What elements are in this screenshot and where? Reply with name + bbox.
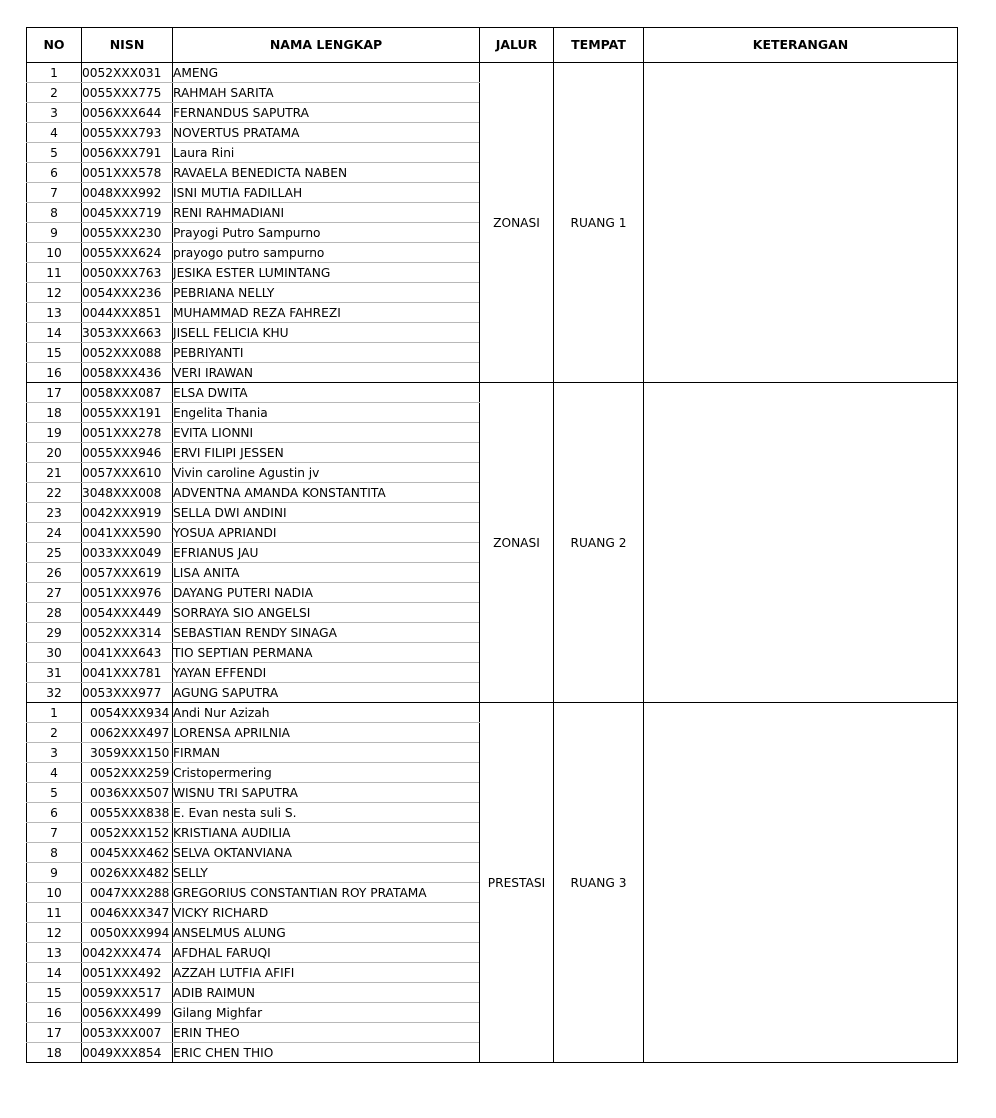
row-nisn: 0055XXX191 xyxy=(82,403,173,423)
row-number: 5 xyxy=(27,783,82,803)
row-nisn: 0057XXX610 xyxy=(82,463,173,483)
header-nisn: NISN xyxy=(82,28,173,63)
row-nama: JISELL FELICIA KHU xyxy=(173,323,480,343)
row-nama: VERI IRAWAN xyxy=(173,363,480,383)
row-nama: LORENSA APRILNIA xyxy=(173,723,480,743)
header-nama: NAMA LENGKAP xyxy=(173,28,480,63)
row-number: 1 xyxy=(27,63,82,83)
row-number: 5 xyxy=(27,143,82,163)
row-number: 22 xyxy=(27,483,82,503)
row-nisn: 0050XXX994 xyxy=(82,923,173,943)
row-nama: FERNANDUS SAPUTRA xyxy=(173,103,480,123)
row-number: 16 xyxy=(27,363,82,383)
row-nisn: 3053XXX663 xyxy=(82,323,173,343)
row-nisn: 0042XXX919 xyxy=(82,503,173,523)
row-nisn: 0054XXX449 xyxy=(82,603,173,623)
row-number: 4 xyxy=(27,123,82,143)
row-nama: AGUNG SAPUTRA xyxy=(173,683,480,703)
row-nisn: 0051XXX976 xyxy=(82,583,173,603)
row-nama: ERIN THEO xyxy=(173,1023,480,1043)
row-nama: YAYAN EFFENDI xyxy=(173,663,480,683)
row-nisn: 0047XXX288 xyxy=(82,883,173,903)
row-number: 17 xyxy=(27,1023,82,1043)
header-jalur: JALUR xyxy=(480,28,554,63)
group-tempat: RUANG 3 xyxy=(554,703,644,1063)
row-number: 7 xyxy=(27,823,82,843)
row-number: 18 xyxy=(27,1043,82,1063)
row-nama: SELVA OKTANVIANA xyxy=(173,843,480,863)
row-nisn: 0055XXX838 xyxy=(82,803,173,823)
row-nama: Prayogi Putro Sampurno xyxy=(173,223,480,243)
row-nisn: 0041XXX590 xyxy=(82,523,173,543)
row-number: 27 xyxy=(27,583,82,603)
row-nisn: 0056XXX644 xyxy=(82,103,173,123)
row-nama: RENI RAHMADIANI xyxy=(173,203,480,223)
row-number: 4 xyxy=(27,763,82,783)
row-nama: DAYANG PUTERI NADIA xyxy=(173,583,480,603)
row-nama: Andi Nur Azizah xyxy=(173,703,480,723)
group-keterangan xyxy=(644,63,958,383)
row-nama: E. Evan nesta suli S. xyxy=(173,803,480,823)
row-nama: ADIB RAIMUN xyxy=(173,983,480,1003)
row-number: 20 xyxy=(27,443,82,463)
row-nisn: 0062XXX497 xyxy=(82,723,173,743)
row-number: 2 xyxy=(27,723,82,743)
row-nama: LISA ANITA xyxy=(173,563,480,583)
row-nisn: 3048XXX008 xyxy=(82,483,173,503)
student-room-table xyxy=(26,27,958,1063)
row-nisn: 0052XXX152 xyxy=(82,823,173,843)
row-number: 17 xyxy=(27,383,82,403)
row-number: 1 xyxy=(27,703,82,723)
row-nisn: 0054XXX236 xyxy=(82,283,173,303)
row-nama: SEBASTIAN RENDY SINAGA xyxy=(173,623,480,643)
row-nama: AZZAH LUTFIA AFIFI xyxy=(173,963,480,983)
group-jalur: PRESTASI xyxy=(480,703,554,1063)
row-nama: JESIKA ESTER LUMINTANG xyxy=(173,263,480,283)
row-number: 10 xyxy=(27,883,82,903)
row-nama: Cristopermering xyxy=(173,763,480,783)
row-nama: SORRAYA SIO ANGELSI xyxy=(173,603,480,623)
row-nama: RAHMAH SARITA xyxy=(173,83,480,103)
row-nisn: 0041XXX643 xyxy=(82,643,173,663)
row-nama: ANSELMUS ALUNG xyxy=(173,923,480,943)
row-number: 14 xyxy=(27,323,82,343)
row-nisn: 0058XXX436 xyxy=(82,363,173,383)
row-nama: Gilang Mighfar xyxy=(173,1003,480,1023)
row-nama: ADVENTNA AMANDA KONSTANTITA xyxy=(173,483,480,503)
row-nisn: 0053XXX977 xyxy=(82,683,173,703)
row-nama: YOSUA APRIANDI xyxy=(173,523,480,543)
row-number: 32 xyxy=(27,683,82,703)
row-nisn: 0056XXX499 xyxy=(82,1003,173,1023)
row-number: 15 xyxy=(27,343,82,363)
row-number: 10 xyxy=(27,243,82,263)
header-no: NO xyxy=(27,28,82,63)
group-tempat: RUANG 1 xyxy=(554,63,644,383)
row-nisn: 0055XXX624 xyxy=(82,243,173,263)
row-nisn: 0051XXX578 xyxy=(82,163,173,183)
row-nama: ERIC CHEN THIO xyxy=(173,1043,480,1063)
row-nama: PEBRIYANTI xyxy=(173,343,480,363)
row-nisn: 0036XXX507 xyxy=(82,783,173,803)
row-nama: Laura Rini xyxy=(173,143,480,163)
group-jalur: ZONASI xyxy=(480,63,554,383)
row-number: 2 xyxy=(27,83,82,103)
row-nama: PEBRIANA NELLY xyxy=(173,283,480,303)
row-nama: RAVAELA BENEDICTA NABEN xyxy=(173,163,480,183)
row-nisn: 0045XXX719 xyxy=(82,203,173,223)
row-nisn: 0033XXX049 xyxy=(82,543,173,563)
row-nisn: 0041XXX781 xyxy=(82,663,173,683)
row-number: 8 xyxy=(27,843,82,863)
row-nisn: 0044XXX851 xyxy=(82,303,173,323)
row-nama: EVITA LIONNI xyxy=(173,423,480,443)
row-number: 7 xyxy=(27,183,82,203)
row-number: 26 xyxy=(27,563,82,583)
row-nama: WISNU TRI SAPUTRA xyxy=(173,783,480,803)
row-nama: Vivin caroline Agustin jv xyxy=(173,463,480,483)
row-nama: MUHAMMAD REZA FAHREZI xyxy=(173,303,480,323)
row-number: 29 xyxy=(27,623,82,643)
row-nisn: 0026XXX482 xyxy=(82,863,173,883)
row-nisn: 0051XXX492 xyxy=(82,963,173,983)
row-number: 25 xyxy=(27,543,82,563)
row-number: 19 xyxy=(27,423,82,443)
row-number: 11 xyxy=(27,263,82,283)
row-nama: ERVI FILIPI JESSEN xyxy=(173,443,480,463)
row-nama: ELSA DWITA xyxy=(173,383,480,403)
group-keterangan xyxy=(644,383,958,703)
table-row xyxy=(27,63,958,83)
table-body xyxy=(27,63,958,1063)
row-nama: GREGORIUS CONSTANTIAN ROY PRATAMA xyxy=(173,883,480,903)
row-nisn: 0049XXX854 xyxy=(82,1043,173,1063)
row-number: 9 xyxy=(27,223,82,243)
row-nama: prayogo putro sampurno xyxy=(173,243,480,263)
row-nisn: 0054XXX934 xyxy=(82,703,173,723)
row-nama: SELLA DWI ANDINI xyxy=(173,503,480,523)
row-nama: ISNI MUTIA FADILLAH xyxy=(173,183,480,203)
row-nisn: 0056XXX791 xyxy=(82,143,173,163)
row-number: 21 xyxy=(27,463,82,483)
row-number: 6 xyxy=(27,163,82,183)
row-number: 31 xyxy=(27,663,82,683)
row-number: 12 xyxy=(27,923,82,943)
table-header xyxy=(27,28,958,63)
row-nisn: 0052XXX031 xyxy=(82,63,173,83)
row-number: 9 xyxy=(27,863,82,883)
row-nisn: 0058XXX087 xyxy=(82,383,173,403)
row-nisn: 0055XXX946 xyxy=(82,443,173,463)
row-number: 18 xyxy=(27,403,82,423)
row-nisn: 0052XXX259 xyxy=(82,763,173,783)
row-number: 13 xyxy=(27,303,82,323)
row-number: 12 xyxy=(27,283,82,303)
row-number: 14 xyxy=(27,963,82,983)
row-nisn: 0055XXX230 xyxy=(82,223,173,243)
table-row xyxy=(27,703,958,723)
row-nisn: 0042XXX474 xyxy=(82,943,173,963)
row-nisn: 0059XXX517 xyxy=(82,983,173,1003)
row-nama: FIRMAN xyxy=(173,743,480,763)
row-nisn: 0045XXX462 xyxy=(82,843,173,863)
row-number: 28 xyxy=(27,603,82,623)
row-number: 8 xyxy=(27,203,82,223)
row-number: 15 xyxy=(27,983,82,1003)
row-nama: EFRIANUS JAU xyxy=(173,543,480,563)
row-nama: SELLY xyxy=(173,863,480,883)
row-number: 30 xyxy=(27,643,82,663)
row-nama: NOVERTUS PRATAMA xyxy=(173,123,480,143)
row-number: 3 xyxy=(27,103,82,123)
row-nisn: 0050XXX763 xyxy=(82,263,173,283)
row-nama: TIO SEPTIAN PERMANA xyxy=(173,643,480,663)
row-nama: AFDHAL FARUQI xyxy=(173,943,480,963)
header-tempat: TEMPAT xyxy=(554,28,644,63)
row-nisn: 0055XXX775 xyxy=(82,83,173,103)
row-nisn: 0055XXX793 xyxy=(82,123,173,143)
row-nisn: 0053XXX007 xyxy=(82,1023,173,1043)
table-row xyxy=(27,383,958,403)
row-number: 3 xyxy=(27,743,82,763)
row-number: 13 xyxy=(27,943,82,963)
group-jalur: ZONASI xyxy=(480,383,554,703)
row-nama: Engelita Thania xyxy=(173,403,480,423)
row-nisn: 0046XXX347 xyxy=(82,903,173,923)
row-nama: VICKY RICHARD xyxy=(173,903,480,923)
row-number: 11 xyxy=(27,903,82,923)
row-nisn: 0051XXX278 xyxy=(82,423,173,443)
row-nisn: 0057XXX619 xyxy=(82,563,173,583)
row-number: 6 xyxy=(27,803,82,823)
row-nisn: 0052XXX088 xyxy=(82,343,173,363)
row-number: 23 xyxy=(27,503,82,523)
group-keterangan xyxy=(644,703,958,1063)
row-nama: KRISTIANA AUDILIA xyxy=(173,823,480,843)
row-nama: AMENG xyxy=(173,63,480,83)
row-number: 16 xyxy=(27,1003,82,1023)
group-tempat: RUANG 2 xyxy=(554,383,644,703)
row-number: 24 xyxy=(27,523,82,543)
header-keterangan: KETERANGAN xyxy=(644,28,958,63)
row-nisn: 0052XXX314 xyxy=(82,623,173,643)
row-nisn: 3059XXX150 xyxy=(82,743,173,763)
header-row xyxy=(27,28,958,63)
row-nisn: 0048XXX992 xyxy=(82,183,173,203)
